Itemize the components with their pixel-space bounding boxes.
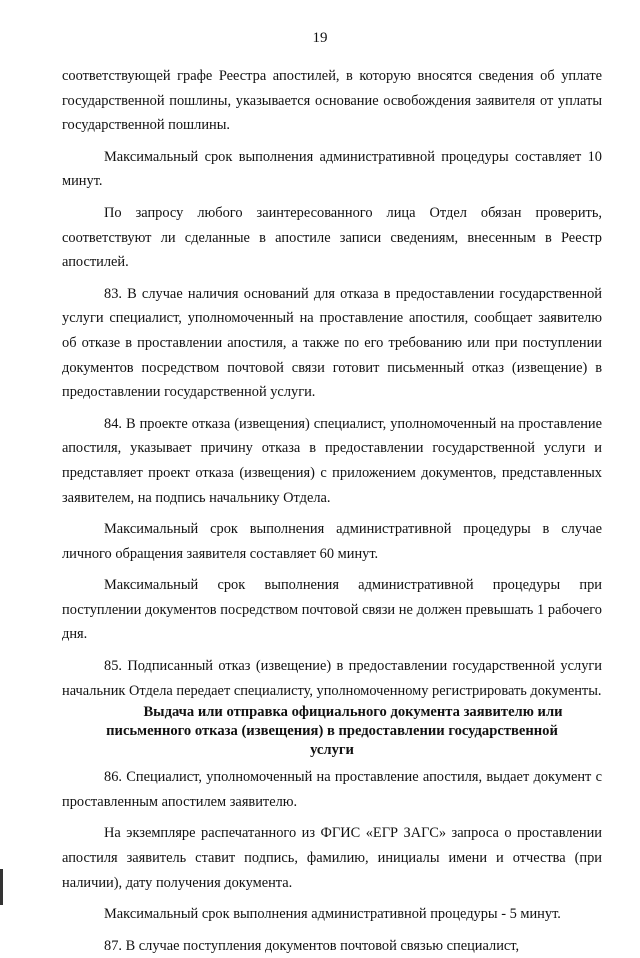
paragraph-max-time-1-day: Максимальный срок выполнения административной процедуры при поступлении документов посредством почтовой связи не должен превышать 1 рабочего дня. [62,577,602,643]
paragraph-87: 87. В случае поступления документов почтовой связью специалист, [104,937,520,954]
paragraph-max-time-5: Максимальный срок выполнения административной процедуры - 5 минут. [104,906,561,923]
paragraph-max-time-60: Максимальный срок выполнения административной процедуры в случае личного обращения заявителя составляет 60 минут. [62,521,602,562]
document-body [62,64,602,958]
paragraph-request-check: По запросу любого заинтересованного лица Отдел обязан проверить, соответствуют ли сделанные в апостиле записи сведениям, внесенным в Реестр апостилей. [62,204,602,271]
paragraph-signature: На экземпляре распечатанного из ФГИС «ЕГР ЗАГС» запроса о проставлении апостиля заявитель ставит подпись, фамилию, инициалы имени и отчества (при наличии), дату получения документа. [62,825,602,891]
page-number: 19 [312,30,328,46]
paragraph-86: 86. Специалист, уполномоченный на проставление апостиля, выдает документ с проставленным апостилем заявителю. [62,769,602,810]
paragraph-84: 84. В проекте отказа (извещения) специалист, уполномоченный на проставление апостиля, указывает причину отказа в предоставлении государственной услуги и представляет проект отказа (извещения) с приложением документов, представленных заявителем, на подпись начальнику Отдела. [62,415,602,506]
paragraph-max-time-10: Максимальный срок выполнения административной процедуры составляет 10 минут. [62,148,602,190]
section-heading: Выдача или отправка официального документа заявителю или письменного отказа (извещения) в предоставлении государственной услуги [106,704,563,759]
paragraph-85: 85. Подписанный отказ (извещение) в предоставлении государственной услуги начальник Отдела передает специалисту, уполномоченному регистрировать документы. [62,658,602,699]
paragraph-83: 83. В случае наличия оснований для отказа в предоставлении государственной услуги специалист, уполномоченный на проставление апостиля, сообщает заявителю об отказе в проставлении апостиля, а также по его требованию или при поступлении документов посредством почтовой связи готовит письменный отказ (извещение) в предоставлении государственной услуги. [62,285,602,401]
paragraph-continuation: соответствующей графе Реестра апостилей, в которую вносятся сведения об уплате государственной пошлины, указывается основание освобождения заявителя от уплаты государственной пошлины. [62,68,602,134]
scan-edge-mark [0,869,3,905]
